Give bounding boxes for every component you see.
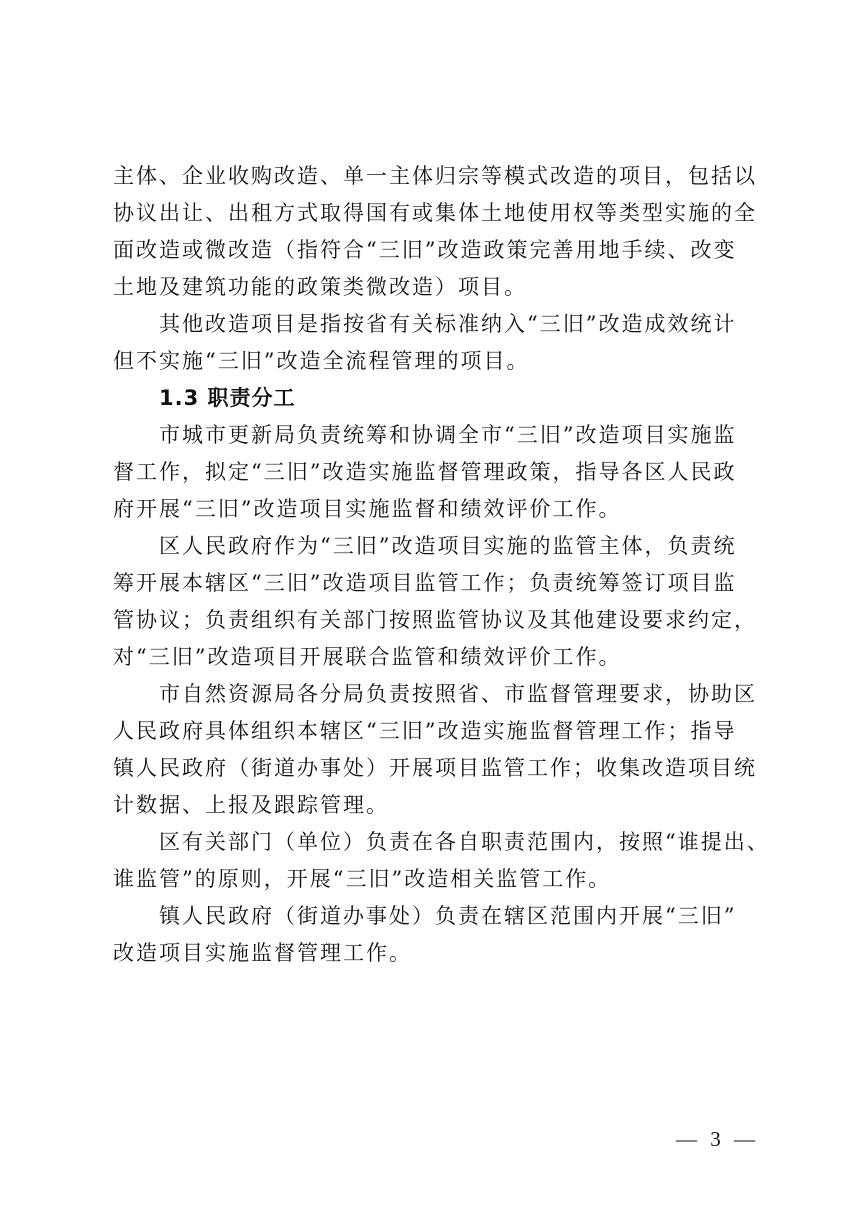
- text-line: 主体、企业收购改造、单一主体归宗等模式改造的项目，包括以: [113, 164, 757, 188]
- text-line: 镇人民政府（街道办事处）负责在辖区范围内开展“三旧”: [159, 904, 737, 928]
- text-line: 但不实施“三旧”改造全流程管理的项目。: [113, 349, 530, 373]
- text-line: 区有关部门（单位）负责在各自职责范围内，按照“谁提出、: [159, 830, 770, 854]
- document-body: [113, 158, 770, 972]
- text-line: 土地及建筑功能的政策类微改造）项目。: [113, 275, 527, 299]
- text-line: 管协议；负责组织有关部门按照监管协议及其他建设要求约定，: [113, 608, 757, 632]
- paragraph-district-government: [113, 528, 763, 676]
- text-line: 计数据、上报及跟踪管理。: [113, 793, 389, 817]
- text-line: 其他改造项目是指按省有关标准纳入“三旧”改造成效统计: [159, 312, 737, 336]
- text-line: 谁监管”的原则，开展“三旧”改造相关监管工作。: [113, 867, 612, 891]
- text-line: 面改造或微改造（指符合“三旧”改造政策完善用地手续、改变: [113, 238, 737, 262]
- text-line: 府开展“三旧”改造项目实施监督和绩效评价工作。: [113, 497, 622, 521]
- text-line: 对“三旧”改造项目开展联合监管和绩效评价工作。: [113, 645, 622, 669]
- paragraph-natural-resources: [113, 676, 763, 824]
- paragraph-other-projects: [113, 306, 763, 380]
- text-line: 督工作，拟定“三旧”改造实施监督管理政策，指导各区人民政: [113, 460, 737, 484]
- paragraph-district-departments: [113, 824, 770, 898]
- text-line: 市城市更新局负责统筹和协调全市“三旧”改造项目实施监: [159, 423, 737, 447]
- text-line: 区人民政府作为“三旧”改造项目实施的监管主体，负责统: [159, 534, 737, 558]
- text-line: 人民政府具体组织本辖区“三旧”改造实施监督管理工作；指导: [113, 719, 737, 743]
- text-line: 市自然资源局各分局负责按照省、市监督管理要求，协助区: [159, 682, 757, 706]
- text-line: 筹开展本辖区“三旧”改造项目监管工作；负责统筹签订项目监: [113, 571, 737, 595]
- text-line: 镇人民政府（街道办事处）开展项目监管工作；收集改造项目统: [113, 756, 757, 780]
- text-line: 协议出让、出租方式取得国有或集体土地使用权等类型实施的全: [113, 201, 757, 225]
- paragraph-town-government: [113, 898, 763, 972]
- paragraph-city-bureau: [113, 417, 763, 528]
- section-heading: [113, 380, 763, 417]
- section-heading-text: 1.3 职责分工: [159, 386, 296, 410]
- text-line: 改造项目实施监督管理工作。: [113, 941, 412, 965]
- page-number: — 3 —: [676, 1127, 759, 1151]
- paragraph-1-continuation: [113, 158, 763, 306]
